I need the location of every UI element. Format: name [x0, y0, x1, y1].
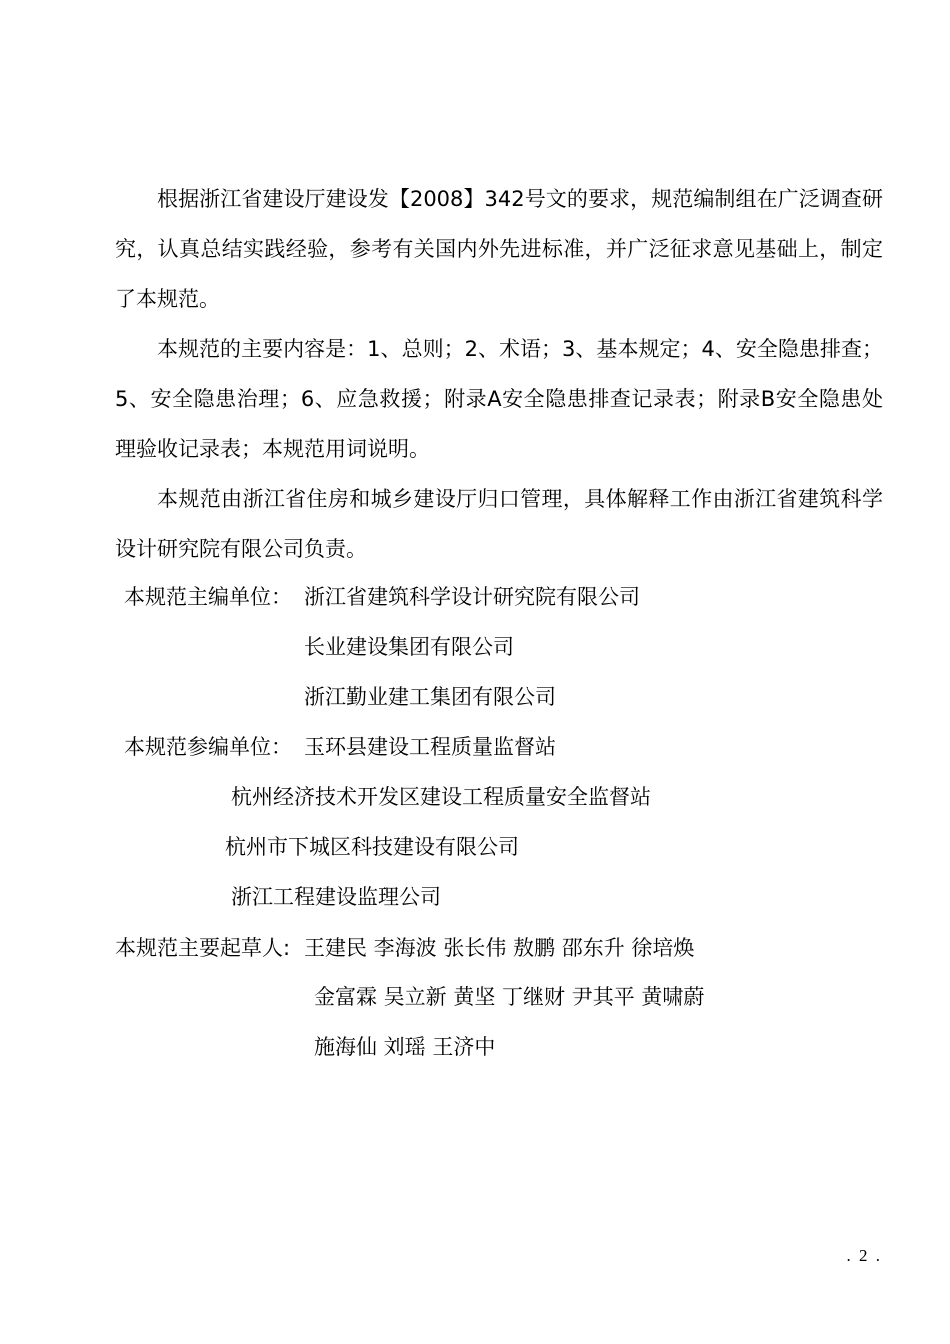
drafters-line: 金富霖 吴立新 黄坚 丁继财 尹其平 黄啸蔚: [314, 985, 705, 1009]
paragraph-management: 本规范由浙江省住房和城乡建设厅归口管理，具体解释工作由浙江省建筑科学设计研究院有限公司负责。: [115, 487, 883, 561]
drafters-line: 王建民 李海波 张长伟 敖鹏 邵东升 徐培焕: [304, 936, 695, 960]
participating-unit-item: 杭州经济技术开发区建设工程质量安全监督站: [231, 785, 651, 809]
participating-unit-item: 浙江工程建设监理公司: [231, 885, 441, 909]
chief-units-label: 本规范主编单位：: [124, 585, 292, 609]
participating-unit-item: 玉环县建设工程质量监督站: [304, 735, 556, 759]
paragraph-contents: 本规范的主要内容是：1、总则；2、术语；3、基本规定；4、安全隐患排查；5、安全隐患治理；6、应急救援；附录A安全隐患排查记录表；附录B安全隐患处理验收记录表；本规范用词说明。: [115, 337, 883, 461]
chief-unit-item: 浙江省建筑科学设计研究院有限公司: [304, 585, 640, 609]
drafters-label: 本规范主要起草人:: [115, 936, 291, 960]
page-number: . 2 .: [846, 1246, 882, 1265]
participating-units-label: 本规范参编单位：: [124, 735, 292, 759]
chief-unit-item: 浙江勤业建工集团有限公司: [304, 685, 556, 709]
chief-unit-item: 长业建设集团有限公司: [304, 635, 514, 659]
drafters-line: 施海仙 刘瑶 王济中: [314, 1035, 496, 1059]
paragraph-intro: 根据浙江省建设厅建设发【2008】342号文的要求，规范编制组在广泛调查研究，认真总结实践经验，参考有关国内外先进标准，并广泛征求意见基础上，制定了本规范。: [115, 187, 883, 311]
participating-unit-item: 杭州市下城区科技建设有限公司: [225, 835, 519, 859]
